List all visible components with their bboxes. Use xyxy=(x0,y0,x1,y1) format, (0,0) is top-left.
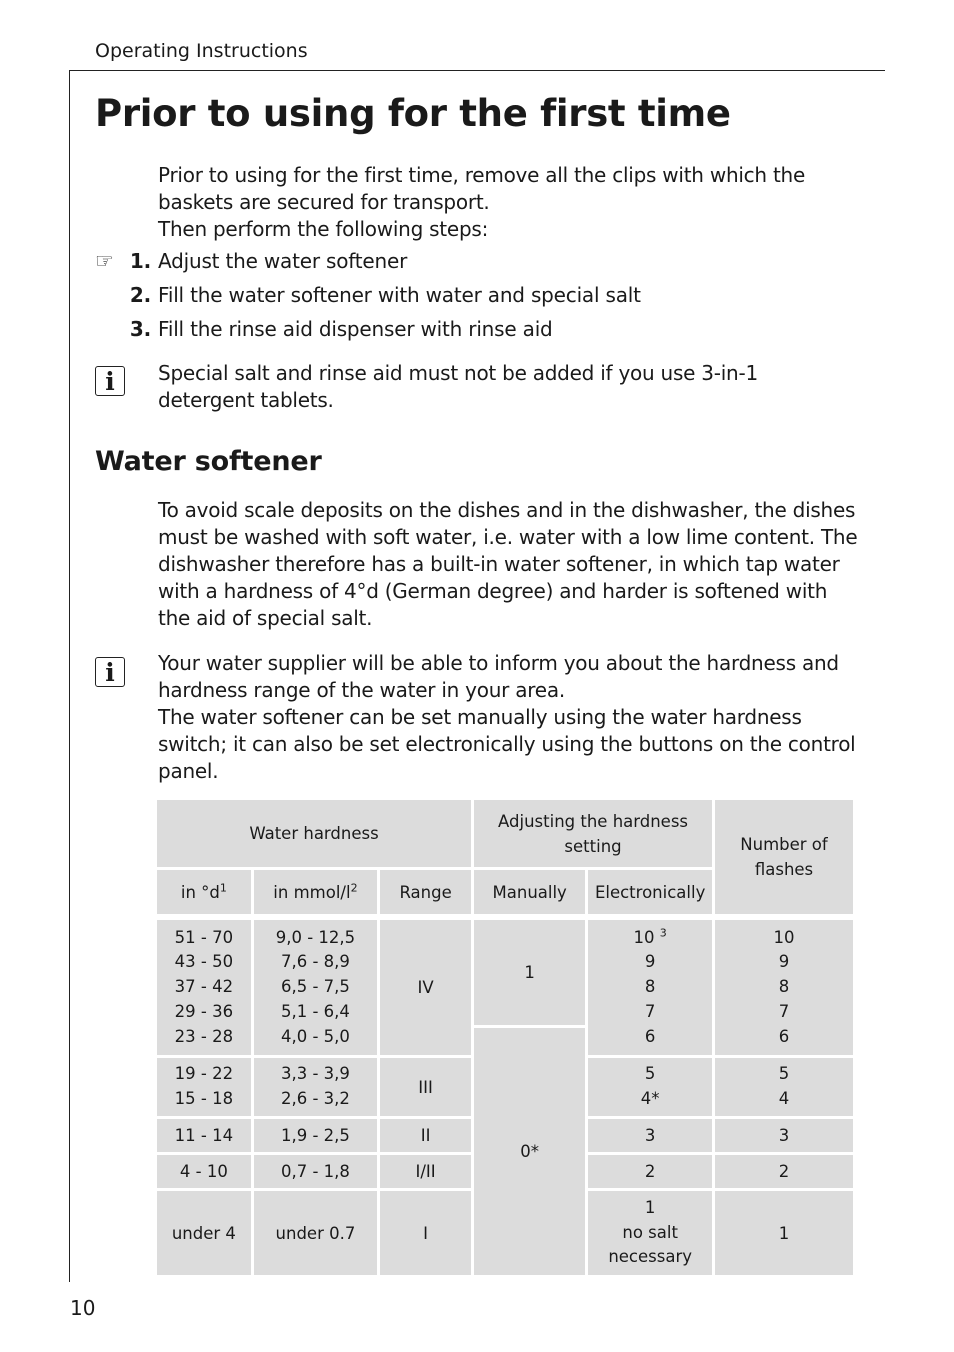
cell-flashes-i: 1 xyxy=(715,1191,853,1275)
note-water-supplier xyxy=(158,650,858,785)
intro-line-1: Prior to using for the first time, remove all the clips with which the baskets are secured for transport. xyxy=(158,163,806,214)
intro-line-2: Then perform the following steps: xyxy=(158,217,489,241)
header-manually: Manually xyxy=(474,870,585,914)
cell-electronic-iv: 10 $^3$ 9 8 7 6 xyxy=(588,920,712,1055)
header-adjusting: Adjusting the hardness setting xyxy=(474,800,712,867)
step-3 xyxy=(95,314,855,344)
cell-electronic-i-ii: 2 xyxy=(588,1155,712,1188)
cell-flashes-iv: 10 9 8 7 6 xyxy=(715,920,853,1055)
cell-degrees-iv: 51 - 70 43 - 50 37 - 42 29 - 36 23 - 28 xyxy=(157,920,251,1055)
pointing-hand-icon: ☞ xyxy=(95,249,114,273)
step-text: Adjust the water softener xyxy=(158,249,408,273)
cell-electronic-i: 1 no salt necessary xyxy=(588,1191,712,1275)
running-header: Operating Instructions xyxy=(95,40,308,62)
cell-mmol-ii: 1,9 - 2,5 xyxy=(254,1119,377,1152)
header-number-of-flashes: Number of flashes xyxy=(715,800,853,914)
page-number: 10 xyxy=(70,1296,96,1320)
cell-range-iii: III xyxy=(380,1058,471,1116)
cell-electronic-ii: 3 xyxy=(588,1119,712,1152)
cell-electronic-iii: 5 4* xyxy=(588,1058,712,1116)
cell-mmol-i: under 0.7 xyxy=(254,1191,377,1275)
cell-range-i-ii: I/II xyxy=(380,1155,471,1188)
margin-rule xyxy=(69,70,70,1282)
note-salt-rinse xyxy=(158,360,858,414)
cell-range-i: I xyxy=(380,1191,471,1275)
section-title: Water softener xyxy=(95,446,322,477)
cell-flashes-i-ii: 2 xyxy=(715,1155,853,1188)
note-line-1: Your water supplier will be able to inform you about the hardness and hardness range of the water in your area. xyxy=(158,651,839,702)
step-number: 2. xyxy=(129,283,151,307)
softener-text: To avoid scale deposits on the dishes and in the dishwasher, the dishes must be washed with soft water, i.e. water with a low lime content. The dishwasher therefore has a built-in water softener, in which tap water with a hardness of 4°d (German degree) and harder is softened with the aid of special salt. xyxy=(158,498,858,630)
note-line-2: The water softener can be set manually using the water hardness switch; it can also be set electronically using the buttons on the control panel. xyxy=(158,705,856,783)
page-title: Prior to using for the first time xyxy=(95,92,731,135)
step-text: Fill the rinse aid dispenser with rinse aid xyxy=(158,317,553,341)
info-icon: i xyxy=(95,657,125,687)
step-2 xyxy=(95,280,855,310)
step-text: Fill the water softener with water and special salt xyxy=(158,283,641,307)
header-range: Range xyxy=(380,870,471,914)
info-icon: i xyxy=(95,366,125,396)
note-text: Special salt and rinse aid must not be added if you use 3-in-1 detergent tablets. xyxy=(158,361,758,412)
cell-manual-1: 1 xyxy=(474,920,585,1025)
header-electronically: Electronically xyxy=(588,870,712,914)
header-mmol: in mmol/$l^2$ xyxy=(254,870,377,914)
step-number: 3. xyxy=(129,317,151,341)
cell-mmol-i-ii: 0,7 - 1,8 xyxy=(254,1155,377,1188)
cell-degrees-ii: 11 - 14 xyxy=(157,1119,251,1152)
cell-mmol-iii: 3,3 - 3,9 2,6 - 3,2 xyxy=(254,1058,377,1116)
softener-paragraph xyxy=(158,497,858,632)
cell-manual-0: 0* xyxy=(474,1025,585,1275)
intro-paragraph xyxy=(158,162,858,243)
header-water-hardness: Water hardness xyxy=(157,800,471,867)
cell-range-iv: IV xyxy=(380,920,471,1055)
water-hardness-table xyxy=(154,800,856,1275)
cell-degrees-i-ii: 4 - 10 xyxy=(157,1155,251,1188)
cell-degrees-iii: 19 - 22 15 - 18 xyxy=(157,1058,251,1116)
cell-flashes-ii: 3 xyxy=(715,1119,853,1152)
step-number: 1. xyxy=(129,249,151,273)
step-1 xyxy=(95,246,855,276)
header-rule xyxy=(69,70,885,71)
cell-range-ii: II xyxy=(380,1119,471,1152)
header-degrees: in $^\circ d^1$ xyxy=(157,870,251,914)
cell-degrees-i: under 4 xyxy=(157,1191,251,1275)
cell-mmol-iv: 9,0 - 12,5 7,6 - 8,9 6,5 - 7,5 5,1 - 6,4 4,0 - 5,0 xyxy=(254,920,377,1055)
cell-flashes-iii: 5 4 xyxy=(715,1058,853,1116)
